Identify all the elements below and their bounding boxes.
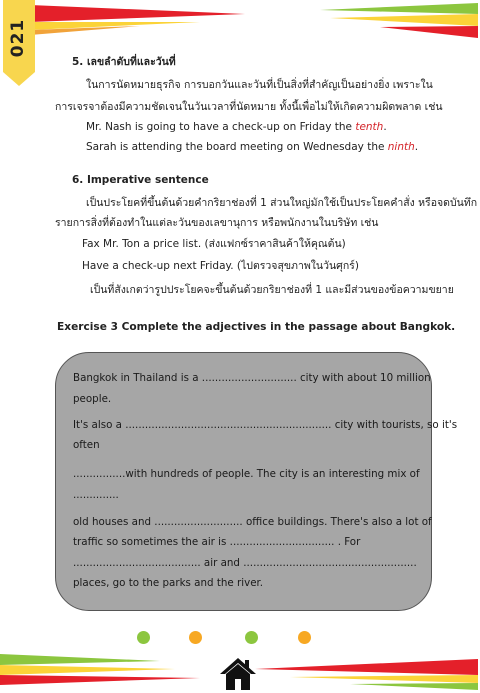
exercise-title: Exercise 3 Complete the adjectives in the passage about Bangkok. (57, 321, 456, 333)
section5-heading: 5. เลขลำดับที่และวันที่ (72, 56, 176, 68)
section6-paragraph-line2: รายการสิ่งที่ต้องทำในแต่ละวันของเลขานุการ หรือพนักงานในบริษัท เช่น (55, 217, 379, 229)
decorative-dot-orange-1 (189, 631, 202, 644)
passage-line-3: It's also a ............................................................... city with tourists, so it's (73, 419, 458, 431)
section5-paragraph-line1: ในการนัดหมายธุรกิจ การบอกวันและวันที่เป็นสิ่งที่สำคัญเป็นอย่างยิ่ง เพราะใน (86, 79, 433, 91)
passage-line-2: people. (73, 393, 112, 405)
example1-ordinal: tenth (355, 121, 384, 133)
passage-line-4: often (73, 439, 100, 451)
section6-paragraph-line1: เป็นประโยคที่ขึ้นต้นด้วยคำกริยาช่องที่ 1 ส่วนใหญ่มักใช้เป็นประโยคคำสั่ง หรือจดบันทึก (86, 197, 478, 209)
passage-line-9: ....................................... air and ..................................................... (73, 557, 417, 569)
top-right-stripes (0, 0, 480, 60)
exercise-passage-box (55, 352, 432, 611)
section6-note: เป็นที่สังเกตว่ารูปประโยคจะขึ้นต้นด้วยกริยาช่องที่ 1 และมีส่วนของข้อความขยาย (90, 284, 454, 296)
example2-text: Sarah is attending the board meeting on Wednesday the (86, 141, 388, 153)
section5-paragraph-line2: การเจรจาต้องมีความชัดเจนในวันเวลาที่นัดหมาย ทั้งนี้เพื่อไม่ให้เกิดความผิดพลาด เช่น (55, 101, 443, 113)
section6-heading: 6. Imperative sentence (72, 174, 209, 186)
passage-line-5: ................with hundreds of people. The city is an interesting mix of (73, 468, 420, 480)
passage-line-1: Bangkok in Thailand is a ............................. city with about 10 million (73, 372, 431, 384)
decorative-dot-orange-2 (298, 631, 311, 644)
example1-period: . (383, 121, 387, 133)
example2-period: . (414, 141, 419, 153)
passage-line-8: traffic so sometimes the air is ................................ . For (73, 536, 361, 548)
example1-text: Mr. Nash is going to have a check-up on Friday the (86, 121, 356, 133)
passage-line-6: .............. (73, 489, 119, 501)
section6-example1: Fax Mr. Ton a price list. (ส่งแฟกซ์ราคาสินค้าให้คุณต้น) (82, 238, 346, 250)
page-number: 021 (8, 18, 28, 58)
passage-line-10: places, go to the parks and the river. (73, 577, 264, 589)
section5-example1 (86, 120, 387, 134)
home-icon[interactable] (218, 655, 258, 691)
section5-example2 (86, 140, 418, 154)
decorative-dot-green-2 (245, 631, 258, 644)
decorative-dot-green-1 (137, 631, 150, 644)
section6-example2: Have a check-up next Friday. (ไปตรวจสุขภาพในวันศุกร์) (82, 260, 359, 272)
example2-ordinal: ninth (387, 141, 415, 153)
passage-line-7: old houses and ........................... office buildings. There's also a lot of (73, 516, 432, 528)
